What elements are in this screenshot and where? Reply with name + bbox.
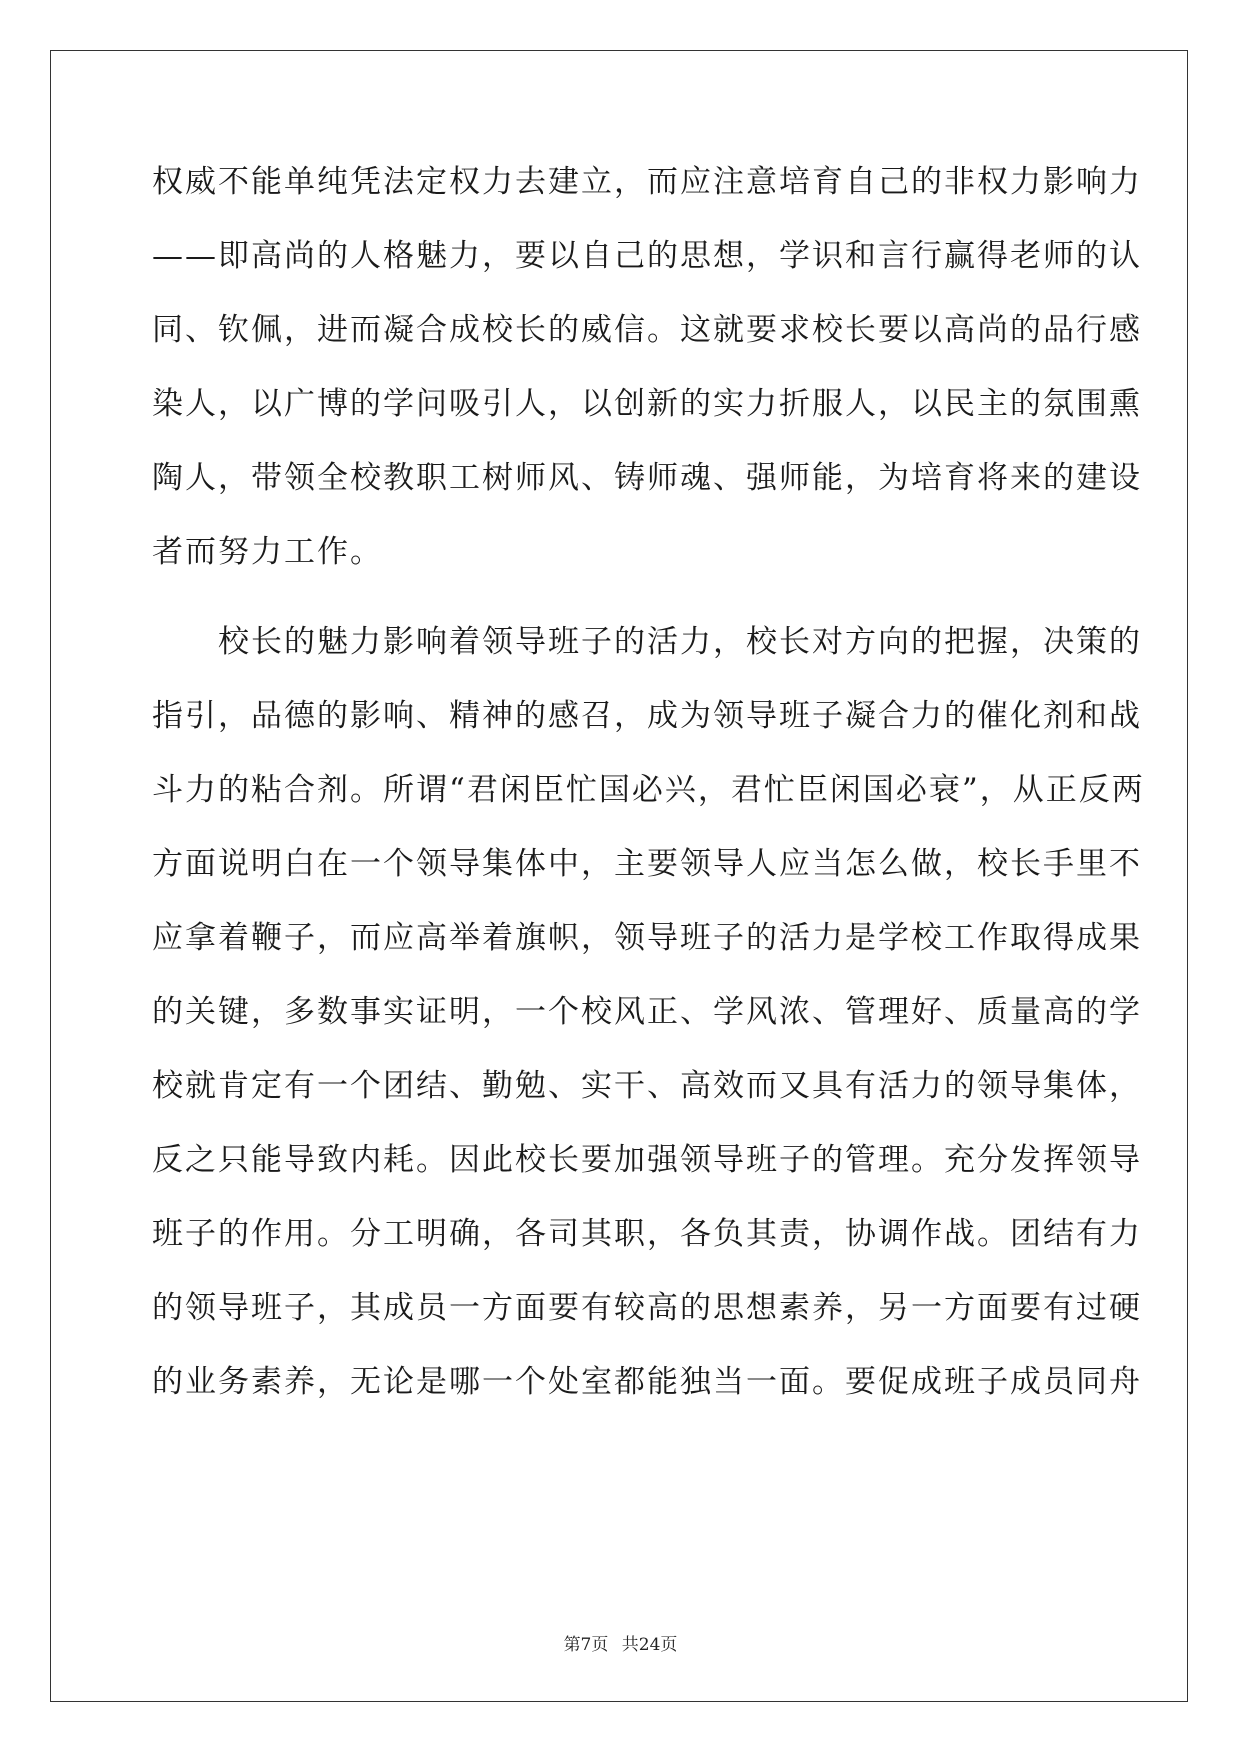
text-line: 校就肯定有一个团结、勤勉、实干、高效而又具有活力的领导集体， (152, 1068, 1142, 1104)
text-line: 方面说明白在一个领导集体中，主要领导人应当怎么做，校长手里不 (152, 846, 1142, 882)
text-line: 斗力的粘合剂。所谓“君闲臣忙国必兴，君忙臣闲国必衰”，从正反两 (152, 772, 1145, 808)
text-line: 指引，品德的影响、精神的感召，成为领导班子凝合力的催化剂和战 (152, 698, 1142, 734)
text-line: 者而努力工作。 (152, 534, 383, 570)
text-line: ——即高尚的人格魅力，要以自己的思想，学识和言行赢得老师的认 (152, 238, 1142, 274)
text-line: 应拿着鞭子，而应高举着旗帜，领导班子的活力是学校工作取得成果 (152, 920, 1142, 956)
text-line: 的业务素养，无论是哪一个处室都能独当一面。要促成班子成员同舟 (152, 1364, 1142, 1400)
page-total: 共24页 (621, 1635, 678, 1655)
page-number: 第7页 (563, 1635, 609, 1655)
text-line: 班子的作用。分工明确，各司其职，各负其责，协调作战。团结有力 (152, 1216, 1142, 1252)
text-line: 同、钦佩，进而凝合成校长的威信。这就要求校长要以高尚的品行感 (152, 312, 1142, 348)
text-line: 校长的魅力影响着领导班子的活力，校长对方向的把握，决策的 (152, 624, 1142, 660)
page-footer (0, 1630, 1241, 1655)
text-line: 反之只能导致内耗。因此校长要加强领导班子的管理。充分发挥领导 (152, 1142, 1142, 1178)
text-line: 陶人，带领全校教职工树师风、铸师魂、强师能，为培育将来的建设 (152, 460, 1142, 496)
text-line: 的关键，多数事实证明，一个校风正、学风浓、管理好、质量高的学 (152, 994, 1142, 1030)
text-line: 的领导班子，其成员一方面要有较高的思想素养，另一方面要有过硬 (152, 1290, 1142, 1326)
text-line: 染人，以广博的学问吸引人，以创新的实力折服人，以民主的氛围熏 (152, 386, 1142, 422)
text-line: 权威不能单纯凭法定权力去建立，而应注意培育自己的非权力影响力 (152, 164, 1142, 200)
